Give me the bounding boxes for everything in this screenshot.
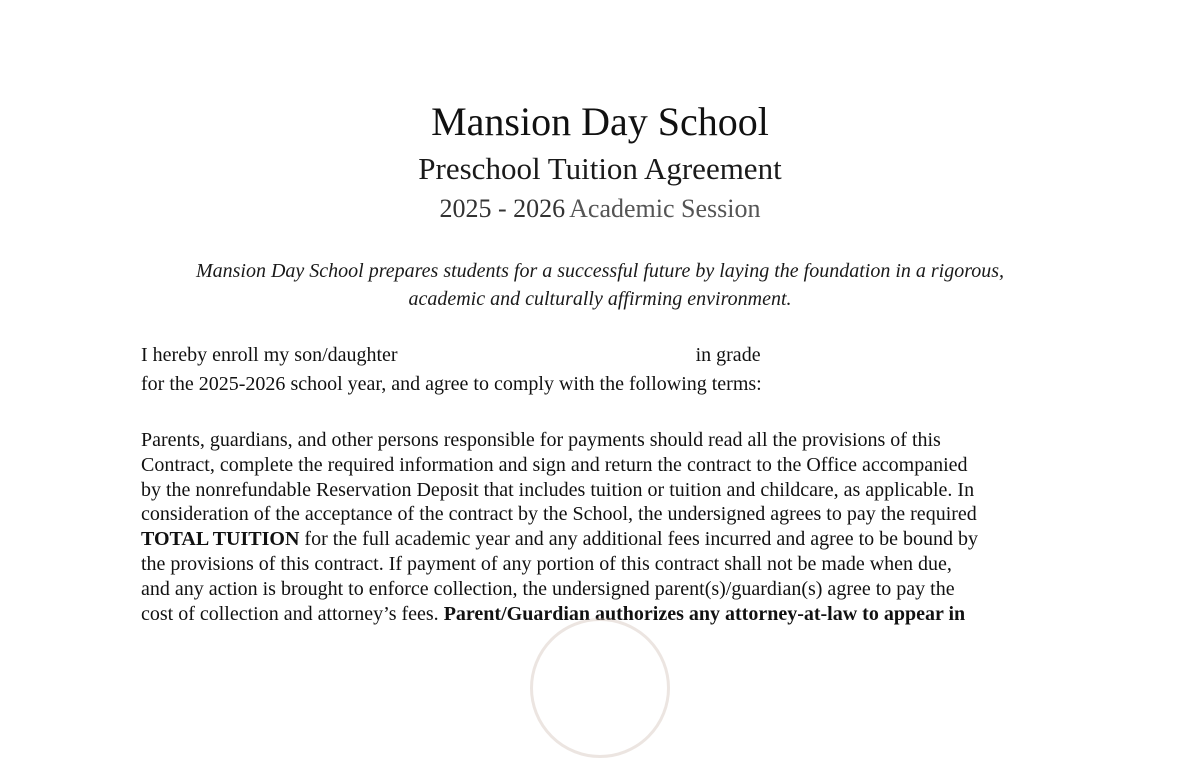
- document-title: Preschool Tuition Agreement: [418, 151, 782, 186]
- terms-line: consideration of the acceptance of the contract by the School, the undersigned agrees to pay the required: [141, 503, 977, 526]
- terms-paragraph: [141, 428, 1051, 626]
- terms-intro: school year, and agree to comply with the following terms:: [290, 373, 762, 395]
- terms-line: the provisions of this contract. If payment of any portion of this contract shall not be made when due,: [141, 552, 952, 575]
- terms-line: Parents, guardians, and other persons responsible for payments should read all the provisions of this: [141, 429, 941, 451]
- enrollment-prefix: I hereby enroll my son/daughter: [141, 344, 398, 366]
- mission-line-1: Mansion Day School prepares students for a successful future by laying the foundation in a rigorous,: [195, 260, 1005, 282]
- in-grade-label: in grade: [695, 344, 761, 366]
- session-years: 2025 - 2026: [439, 194, 566, 223]
- terms-line-8-plain: cost of collection and attorney’s fees.: [141, 602, 444, 625]
- total-tuition-emphasis: TOTAL TUITION: [141, 528, 300, 551]
- terms-line-total-tuition: [141, 527, 1051, 552]
- school-year-value: 2025-2026: [198, 373, 286, 395]
- enrollment-line-2: [141, 370, 762, 398]
- terms-line-authorization: [141, 602, 1051, 627]
- for-the-label: for the: [141, 373, 194, 395]
- authorization-emphasis: Parent/Guardian authorizes any attorney-at-law to appear in: [443, 602, 966, 625]
- terms-line: and any action is brought to enforce collection, the undersigned parent(s)/guardian(s) agree to pay the: [141, 577, 955, 600]
- session-label: Academic Session: [569, 194, 761, 223]
- terms-line: by the nonrefundable Reservation Deposit that includes tuition or tuition and childcare, as applicable. In: [141, 478, 975, 501]
- terms-line-5-rest: for the full academic year and any additional fees incurred and agree to be bound by: [299, 528, 979, 551]
- enrollment-line-1: [141, 341, 826, 369]
- mission-line-2: academic and culturally affirming environment.: [408, 288, 792, 310]
- academic-session: [0, 193, 1200, 225]
- school-seal-watermark: [530, 618, 670, 758]
- mission-statement: [150, 257, 1050, 313]
- terms-line: Contract, complete the required information and sign and return the contract to the Office accompanied: [141, 453, 968, 476]
- school-name-heading: Mansion Day School: [431, 99, 769, 144]
